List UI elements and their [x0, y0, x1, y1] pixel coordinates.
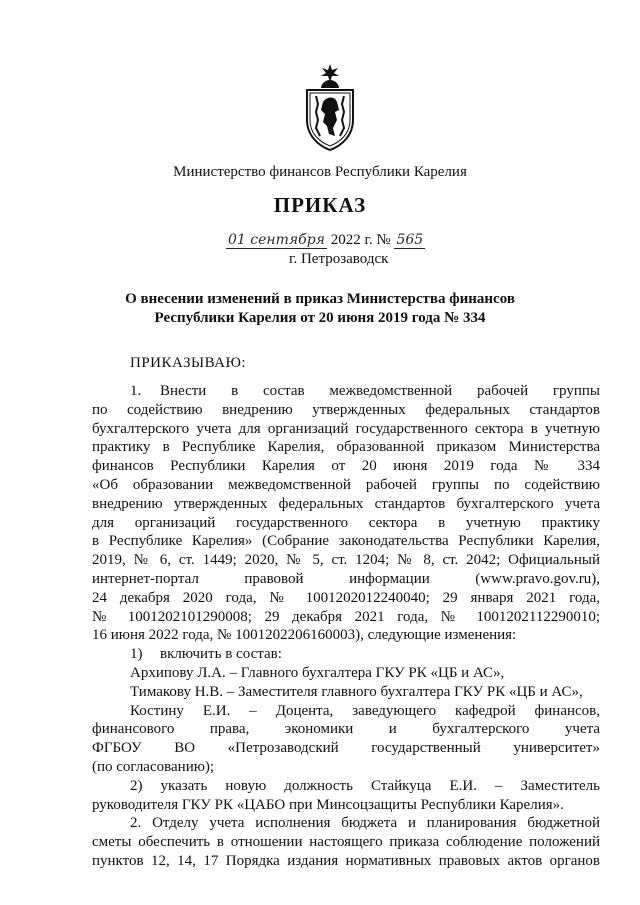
item1-line: по содействию внедрению утвержденных федеральных стандартов [92, 401, 600, 418]
item1-line: № 1001202101290008; 29 декабря 2021 года, № 1001202112290010; [92, 608, 600, 625]
item1-line: финансов Республики Карелия от 20 июня 2019 года № 334 [92, 458, 600, 475]
decree-word: ПРИКАЗЫВАЮ: [130, 355, 247, 371]
item2-line: пунктов 12, 14, 17 Порядка издания нормативных правовых актов органов [92, 852, 600, 869]
sub-item-2-line: руководителя ГКУ РК «ЦАБО при Минсоцзащиты Республики Карелия». [92, 796, 564, 813]
item1-line: 1. Внести в состав межведомственной рабочей группы [130, 383, 600, 399]
handwritten-date: 01 сентября [228, 232, 325, 248]
item1-line: практику в Республике Карелия, образованной приказом Министерства [92, 439, 600, 456]
member-line: финансового права, экономики и бухгалтерского учета [92, 721, 600, 738]
order-subject [90, 290, 550, 328]
item1-line: интернет-портал правовой информации (www.pravo.gov.ru), [92, 570, 600, 587]
item1-line: 16 июня 2022 года, № 1001202206160003), следующие изменения: [92, 627, 517, 644]
handwritten-order-number: 565 [396, 232, 424, 248]
item2-line: сметы обеспечить в отношении настоящего приказа соблюдение положений [92, 834, 600, 851]
member-line: ФГБОУ ВО «Петрозаводский государственный университет» [92, 740, 600, 757]
subject-line: О внесении изменений в приказ Министерства финансов [125, 291, 515, 307]
order-date-line [226, 232, 425, 249]
member-line: (по согласованию); [92, 758, 215, 775]
coat-of-arms-emblem [301, 62, 359, 152]
ministry-name: Министерство финансов Республики Карелия [173, 164, 467, 180]
member-line: Архипову Л.А. – Главного бухгалтера ГКУ РК «ЦБ и АС», [130, 664, 505, 681]
item1-line: внедрению утвержденных федеральных стандартов бухгалтерского учета [92, 495, 600, 512]
item1-line: в Республике Карелия» (Собрание законодательства Республики Карелия, [92, 533, 600, 550]
member-line: Костину Е.И. – Доцента, заведующего кафедрой финансов, [130, 702, 600, 719]
member-line: Тимакову Н.В. – Заместителя главного бухгалтера ГКУ РК «ЦБ и АС», [130, 683, 583, 700]
order-body [92, 382, 600, 871]
item1-line: «Об образовании межведомственной рабочей группы по содействию [92, 476, 600, 493]
item1-line: бухгалтерского учета для организаций государственного сектора в учетную [92, 420, 600, 437]
item1-line: для организаций государственного сектора в учетную практику [92, 514, 600, 531]
item1-line: 2019, № 6, ст. 1449; 2020, № 5, ст. 1204; № 8, ст. 2042; Официальный [92, 552, 600, 569]
sub-item-2-line: 2) указать новую должность Стайкуца Е.И. – Заместитель [130, 777, 600, 794]
subject-line: Республики Карелия от 20 июня 2019 года № 334 [154, 310, 486, 326]
order-year-number-label: 2022 г. № [330, 232, 391, 248]
sub-item-1: 1) включить в состав: [130, 646, 282, 663]
item2-line: 2. Отделу учета исполнения бюджета и планирования бюджетной [130, 815, 600, 832]
item1-line: 24 декабря 2020 года, № 1001202012240040; 29 января 2021 года, [92, 589, 600, 606]
city-name: г. Петрозаводск [289, 251, 389, 267]
document-title: ПРИКАЗ [273, 193, 367, 217]
